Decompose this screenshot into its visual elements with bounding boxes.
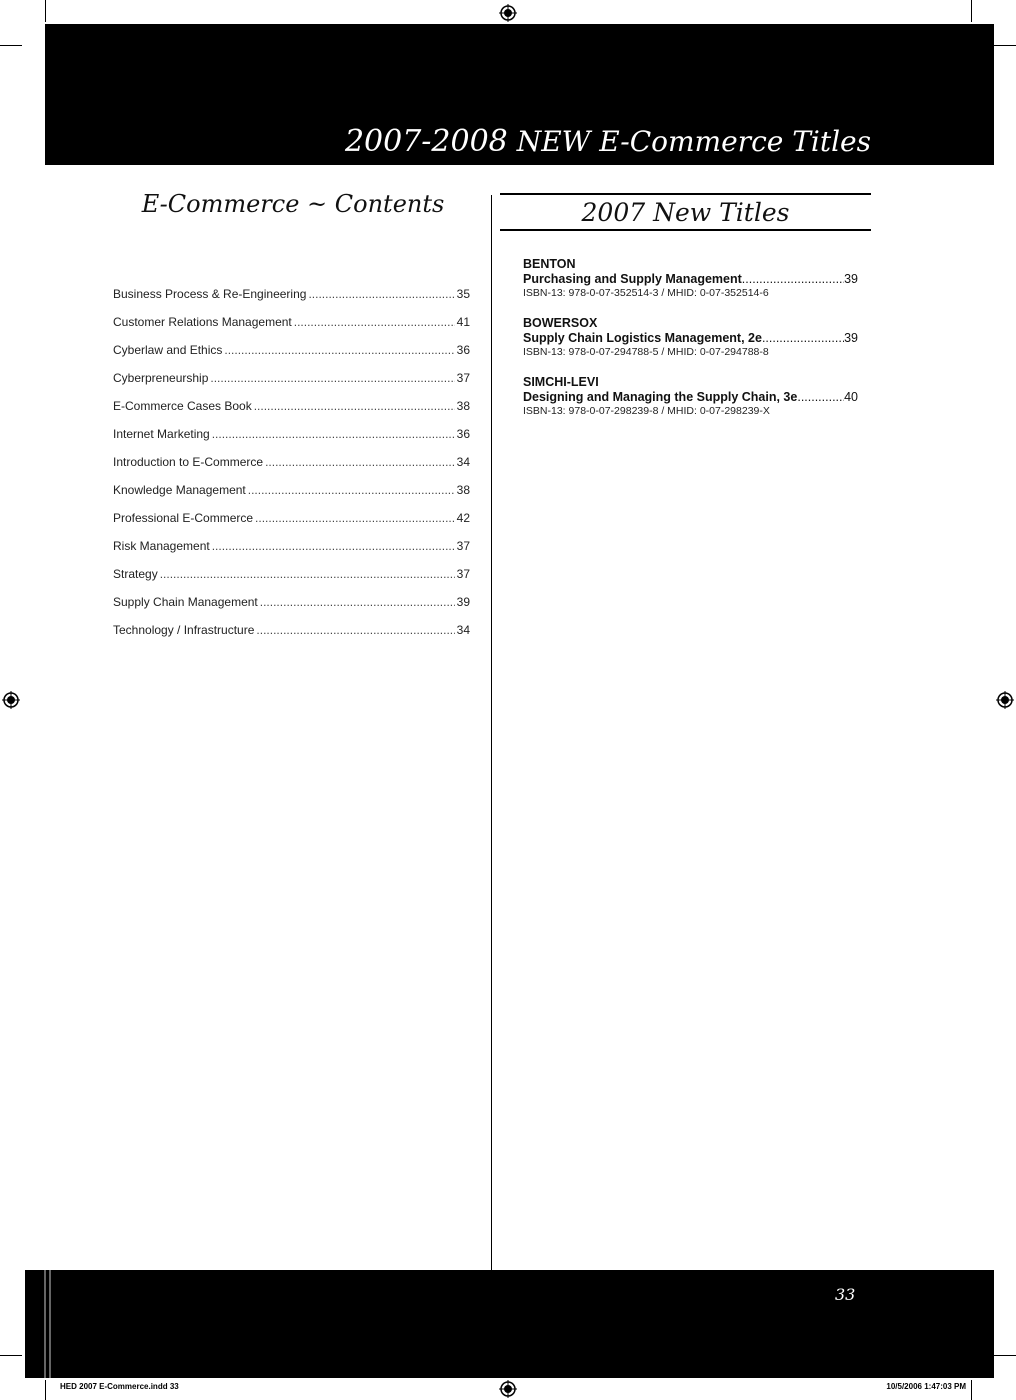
toc-row [113,399,470,427]
toc-page: 38 [456,399,470,413]
title-entry [523,316,858,359]
entry-author: BENTON [523,257,576,271]
toc-row [113,371,470,399]
column-divider [491,195,492,1270]
entry-title: Supply Chain Logistics Management, 2e [523,331,762,345]
slug-datetime: 10/5/2006 1:47:03 PM [886,1382,966,1391]
toc-row [113,567,470,595]
crop-mark [971,0,972,22]
entry-isbn: ISBN-13: 978-0-07-294788-5 / MHID: 0-07-294788-8 [523,346,769,358]
toc-page: 37 [456,371,470,385]
toc-label: Customer Relations Management [113,315,292,329]
toc-row [113,595,470,623]
toc-page: 36 [456,343,470,357]
toc-page: 38 [456,483,470,497]
crop-mark [994,1355,1016,1356]
entry-page: 39 [844,272,858,286]
toc-row [113,427,470,455]
registration-mark-icon [499,1380,517,1398]
toc-leader-dots [254,399,455,413]
toc-page: 34 [456,455,470,469]
toc-leader-dots [210,371,454,385]
toc-label: Cyberlaw and Ethics [113,343,223,357]
entry-leader-dots [797,390,844,405]
toc-row [113,539,470,567]
crop-mark [0,1355,22,1356]
toc-label: Cyberpreneurship [113,371,209,385]
entry-author: SIMCHI-LEVI [523,375,599,389]
entry-author: BOWERSOX [523,316,598,330]
crop-mark [994,45,1016,46]
toc-leader-dots [224,343,454,357]
entry-leader-dots [762,331,844,346]
toc-leader-dots [248,483,455,497]
registration-mark-icon [996,691,1014,709]
entry-title-line [523,331,858,346]
crop-mark [0,45,22,46]
toc-row [113,511,470,539]
toc-page: 36 [456,427,470,441]
crop-mark [45,0,46,22]
toc-leader-dots [212,539,455,553]
new-titles-heading: 2007 New Titles [581,198,790,227]
registration-mark-icon [2,691,20,709]
toc-row [113,483,470,511]
toc-row [113,315,470,343]
toc-label: Internet Marketing [113,427,210,441]
contents-list [113,287,470,651]
toc-page: 34 [456,623,470,637]
toc-leader-dots [256,623,454,637]
toc-leader-dots [260,595,455,609]
footer-stripe [44,1270,46,1378]
toc-page: 37 [456,567,470,581]
toc-page: 37 [456,539,470,553]
toc-page: 41 [456,315,470,329]
toc-label: Knowledge Management [113,483,246,497]
toc-label: Risk Management [113,539,210,553]
entry-title: Purchasing and Supply Management [523,272,742,286]
entry-title-line [523,390,858,405]
toc-page: 39 [456,595,470,609]
toc-leader-dots [265,455,455,469]
page-title [345,124,871,159]
toc-row [113,287,470,315]
toc-label: Strategy [113,567,158,581]
entry-isbn: ISBN-13: 978-0-07-298239-8 / MHID: 0-07-298239-X [523,405,770,417]
crop-mark [971,1380,972,1400]
toc-page: 42 [456,511,470,525]
toc-leader-dots [255,511,455,525]
heading-rule-top [500,193,871,195]
entry-leader-dots [742,272,844,287]
contents-heading: E-Commerce ~ Contents [141,190,445,218]
toc-row [113,623,470,651]
toc-row [113,343,470,371]
toc-page: 35 [456,287,470,301]
entry-page: 39 [844,331,858,345]
toc-leader-dots [294,315,455,329]
title-entry [523,375,858,418]
toc-label: Technology / Infrastructure [113,623,255,637]
page-number: 33 [835,1285,856,1304]
toc-label: Business Process & Re-Engineering [113,287,307,301]
entry-title-line [523,272,858,287]
title-years: 2007-2008 [344,124,508,159]
crop-mark [45,1380,46,1400]
footer-stripe [49,1270,51,1378]
toc-label: Introduction to E-Commerce [113,455,264,469]
toc-label: Supply Chain Management [113,595,258,609]
title-entry [523,257,858,300]
registration-mark-icon [499,4,517,22]
slug-file: HED 2007 E-Commerce.indd 33 [60,1382,179,1391]
toc-label: E-Commerce Cases Book [113,399,252,413]
toc-label: Professional E-Commerce [113,511,254,525]
entry-title: Designing and Managing the Supply Chain, 3e [523,390,798,404]
toc-leader-dots [160,567,455,581]
entry-page: 40 [844,390,858,404]
new-titles-list [523,257,858,434]
heading-rule-bottom [500,229,871,231]
toc-row [113,455,470,483]
toc-leader-dots [308,287,454,301]
title-text: NEW E-Commerce Titles [516,125,871,158]
entry-isbn: ISBN-13: 978-0-07-352514-3 / MHID: 0-07-352514-6 [523,287,769,299]
toc-leader-dots [212,427,455,441]
